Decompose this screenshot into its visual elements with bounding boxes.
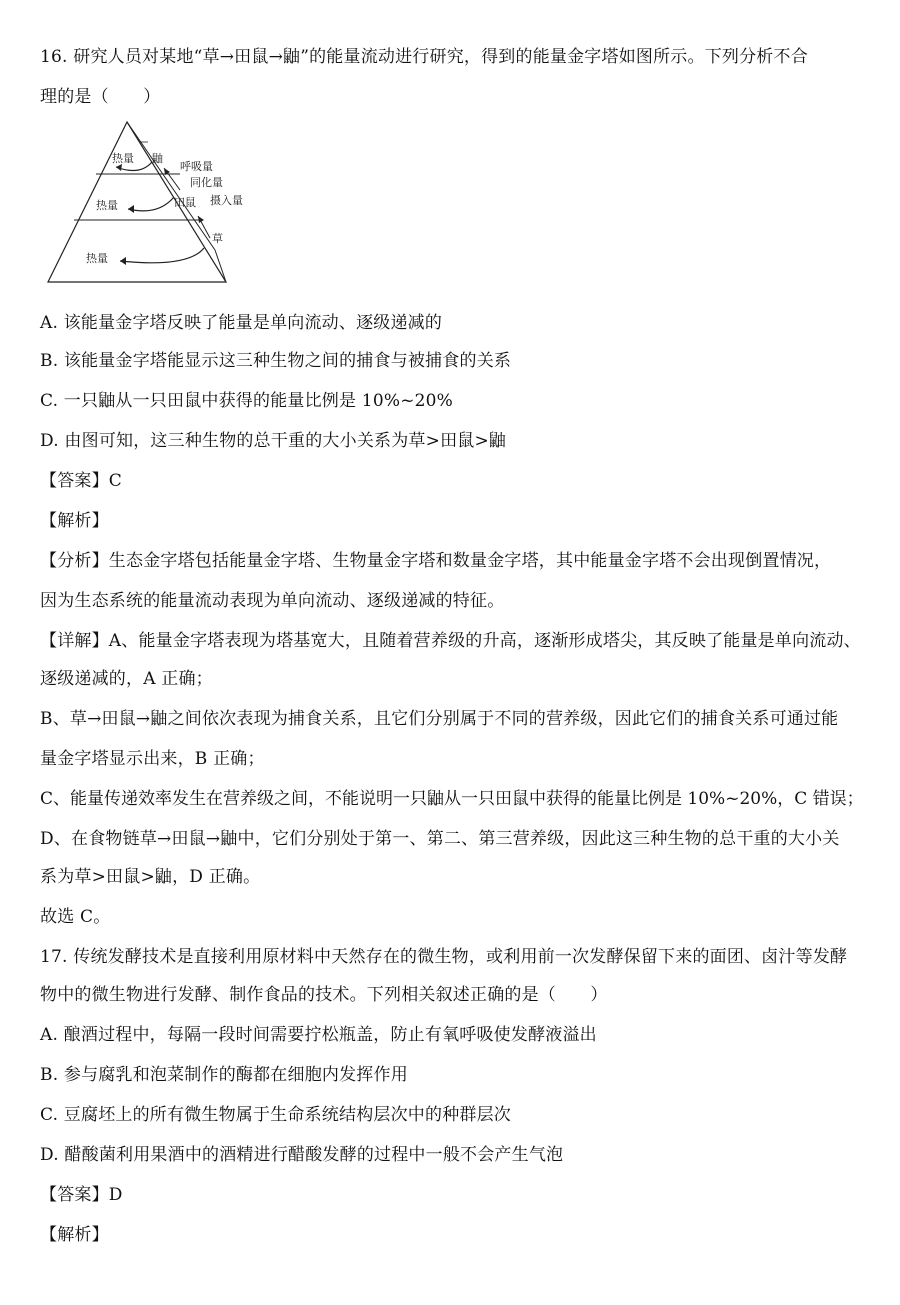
question-16-detail-d-line-2: 系为草>田鼠>鼬，D 正确。 [40,867,261,887]
question-16-option-b: B. 该能量金字塔能显示这三种生物之间的捕食与被捕食的关系 [40,351,512,371]
pyramid-outline [48,122,226,282]
heat-arrow-middle-head [128,205,134,213]
heat-arrow-top-head [116,164,122,171]
question-16-analysis-line-2: 因为生态系统的能量流动表现为单向流动、逐级递减的特征。 [40,591,505,611]
question-17-option-a: A. 酿酒过程中，每隔一段时间需要拧松瓶盖，防止有氧呼吸使发酵液溢出 [40,1025,597,1045]
question-17-analysis-label: 【解析】 [40,1225,109,1245]
heat-arrow-middle [128,197,174,211]
heat-arrow-bottom-head [120,257,126,265]
intake-label: 摄入量 [210,194,243,207]
question-16-detail-b-line-2: 量金字塔显示出来，B 正确； [40,749,265,769]
heat-label-top: 热量 [112,152,134,165]
heat-arrow-bottom [120,248,204,263]
question-17-stem-line-2: 物中的微生物进行发酵、制作食品的技术。下列相关叙述正确的是（ ） [40,985,608,1005]
question-16-option-c: C. 一只鼬从一只田鼠中获得的能量比例是 10%~20% [40,391,454,411]
heat-label-bottom: 热量 [86,252,108,265]
question-16-analysis-line-1: 【分析】生态金字塔包括能量金字塔、生物量金字塔和数量金字塔，其中能量金字塔不会出现倒置情况， [40,551,832,571]
weasel-label: 鼬 [152,152,163,165]
question-16-detail-b-line-1: B、草→田鼠→鼬之间依次表现为捕食关系，且它们分别属于不同的营养级，因此它们的捕食关系可通过能 [40,709,839,729]
question-17-option-c: C. 豆腐坯上的所有微生物属于生命系统结构层次中的种群层次 [40,1105,512,1125]
question-16-option-a: A. 该能量金字塔反映了能量是单向流动、逐级递减的 [40,313,443,333]
question-16-option-d: D. 由图可知，这三种生物的总干重的大小关系为草>田鼠>鼬 [40,431,507,451]
question-17-stem-line-1: 17. 传统发酵技术是直接利用原材料中天然存在的微生物，或利用前一次发酵保留下来的面团、卤汁等发酵 [40,947,848,967]
question-16-stem-line-1: 16. 研究人员对某地“草→田鼠→鼬”的能量流动进行研究，得到的能量金字塔如图所示。下列分析不合 [40,47,808,67]
question-16-detail-d-line-1: D、在食物链草→田鼠→鼬中，它们分别处于第一、第二、第三营养级，因此这三种生物的总干重的大小关 [40,829,840,849]
question-16-stem-line-2: 理的是（ ） [40,87,161,107]
heat-label-middle: 热量 [96,199,118,212]
energy-pyramid-figure [40,112,260,290]
question-16-detail-line-1: 【详解】A、能量金字塔表现为塔基宽大，且随着营养级的升高，逐渐形成塔尖，其反映了能量是单向流动、 [40,631,861,651]
question-17-option-d: D. 醋酸菌利用果酒中的酒精进行醋酸发酵的过程中一般不会产生气泡 [40,1145,564,1165]
question-16-detail-line-2: 逐级递减的，A 正确； [40,669,213,689]
question-17-option-b: B. 参与腐乳和泡菜制作的酶都在细胞内发挥作用 [40,1065,408,1085]
respiration-label: 呼吸量 [180,160,213,173]
question-16-detail-c-line: C、能量传递效率发生在营养级之间，不能说明一只鼬从一只田鼠中获得的能量比例是 10%~20%，C 错误； [40,789,864,809]
question-16-analysis-label: 【解析】 [40,511,109,531]
question-16-conclusion: 故选 C。 [40,907,111,927]
vole-label: 田鼠 [174,196,196,209]
grass-label: 草 [212,232,223,245]
assimilation-label: 同化量 [190,176,223,189]
question-17-answer: 【答案】D [40,1185,123,1205]
question-16-answer: 【答案】C [40,471,123,491]
